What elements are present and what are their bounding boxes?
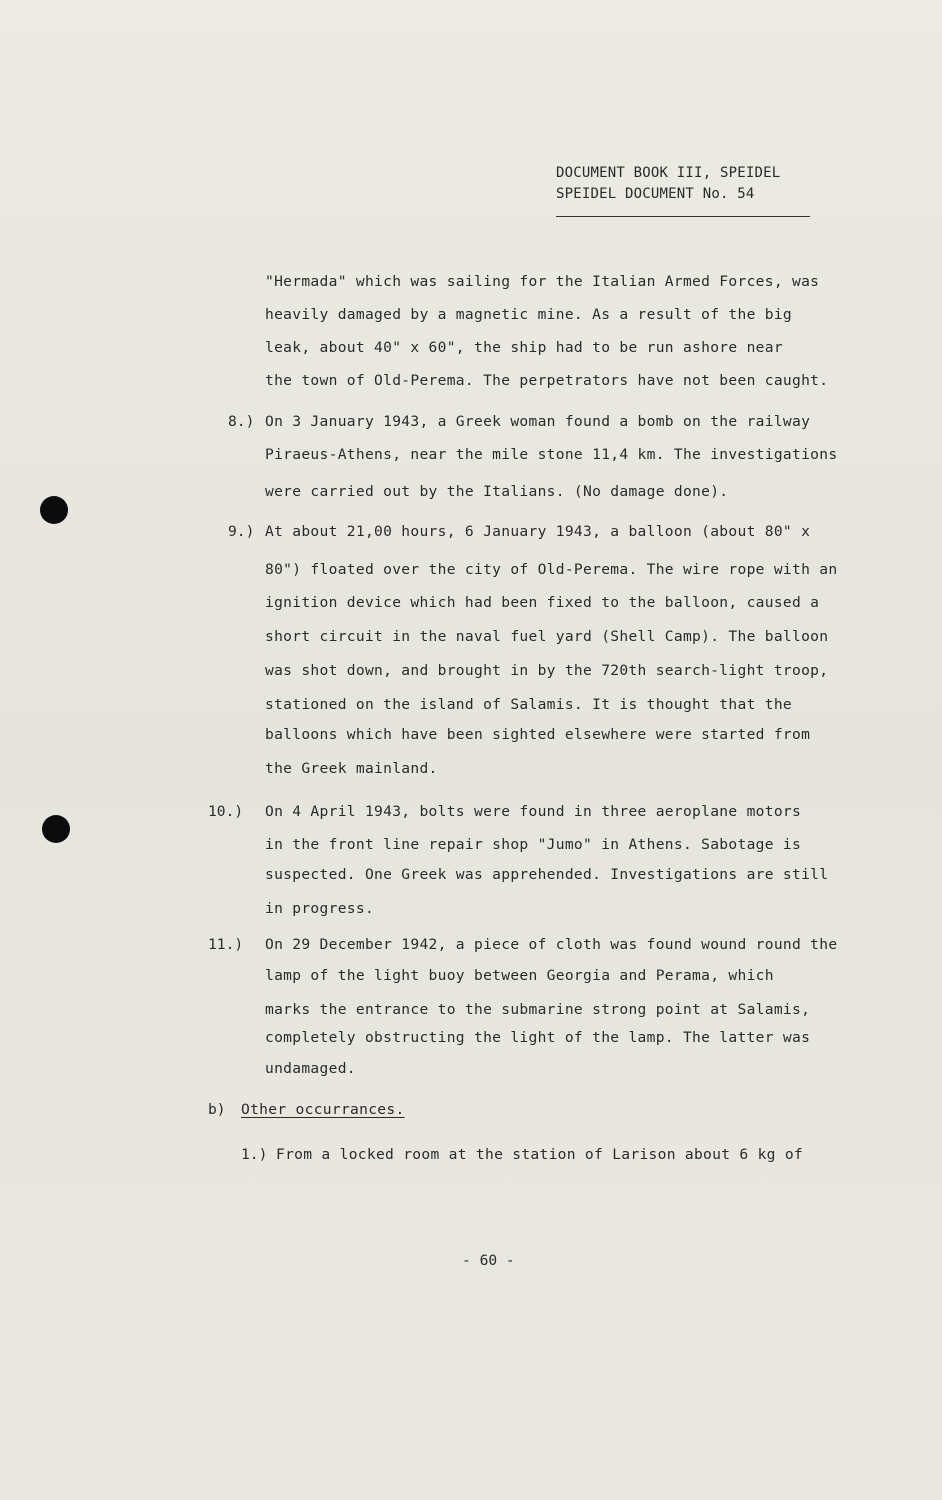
item-9-line-6: stationed on the island of Salamis. It is thought that the bbox=[265, 696, 792, 713]
item-8-line-2: Piraeus-Athens, near the mile stone 11,4 km. The investigations bbox=[265, 446, 838, 463]
punch-hole-bottom bbox=[42, 815, 70, 843]
item-9-line-8: the Greek mainland. bbox=[265, 760, 438, 777]
header-line-1: DOCUMENT BOOK III, SPEIDEL bbox=[556, 165, 781, 181]
item-number: 11.) bbox=[208, 936, 244, 953]
intro-line-3: leak, about 40" x 60", the ship had to be run ashore near bbox=[265, 339, 783, 356]
item-11-line-3: marks the entrance to the submarine strong point at Salamis, bbox=[265, 1001, 811, 1018]
item-11-line-5: undamaged. bbox=[265, 1060, 356, 1077]
sub-item-number: 1.) bbox=[241, 1146, 268, 1163]
item-9-line-3: ignition device which had been fixed to the balloon, caused a bbox=[265, 594, 820, 611]
header-rule bbox=[556, 216, 810, 217]
item-10-line-3: suspected. One Greek was apprehended. Investigations are still bbox=[265, 866, 829, 883]
header-line-2: SPEIDEL DOCUMENT No. 54 bbox=[556, 186, 755, 202]
item-9-line-1: At about 21,00 hours, 6 January 1943, a balloon (about 80" x bbox=[265, 523, 811, 540]
item-9-line-2: 80") floated over the city of Old-Perema. The wire rope with an bbox=[265, 561, 838, 578]
item-9-line-5: was shot down, and brought in by the 720th search-light troop, bbox=[265, 662, 829, 679]
item-10-line-1: On 4 April 1943, bolts were found in three aeroplane motors bbox=[265, 803, 802, 820]
item-number: 8.) bbox=[228, 413, 255, 430]
section-b-label: b) bbox=[208, 1101, 226, 1118]
item-9-line-4: short circuit in the naval fuel yard (Shell Camp). The balloon bbox=[265, 628, 829, 645]
sub-item-text: From a locked room at the station of Larison about 6 kg of bbox=[276, 1146, 803, 1163]
intro-line-1: "Hermada" which was sailing for the Italian Armed Forces, was bbox=[265, 273, 820, 290]
punch-hole-top bbox=[40, 496, 68, 524]
item-11-line-4: completely obstructing the light of the lamp. The latter was bbox=[265, 1029, 811, 1046]
document-header bbox=[556, 163, 780, 205]
item-8-line-3: were carried out by the Italians. (No damage done). bbox=[265, 483, 729, 500]
item-8-line-1: On 3 January 1943, a Greek woman found a bomb on the railway bbox=[265, 413, 811, 430]
section-b-heading: Other occurrances. bbox=[241, 1101, 405, 1118]
item-10-line-2: in the front line repair shop "Jumo" in Athens. Sabotage is bbox=[265, 836, 802, 853]
item-10-line-4: in progress. bbox=[265, 900, 375, 917]
page-number: - 60 - bbox=[462, 1252, 515, 1269]
item-11-line-1: On 29 December 1942, a piece of cloth was found wound round the bbox=[265, 936, 838, 953]
intro-line-4: the town of Old-Perema. The perpetrators have not been caught. bbox=[265, 372, 829, 389]
item-11-line-2: lamp of the light buoy between Georgia and Perama, which bbox=[265, 967, 774, 984]
item-number: 9.) bbox=[228, 523, 255, 540]
item-9-line-7: balloons which have been sighted elsewhere were started from bbox=[265, 726, 811, 743]
intro-line-2: heavily damaged by a magnetic mine. As a result of the big bbox=[265, 306, 792, 323]
item-number: 10.) bbox=[208, 803, 244, 820]
